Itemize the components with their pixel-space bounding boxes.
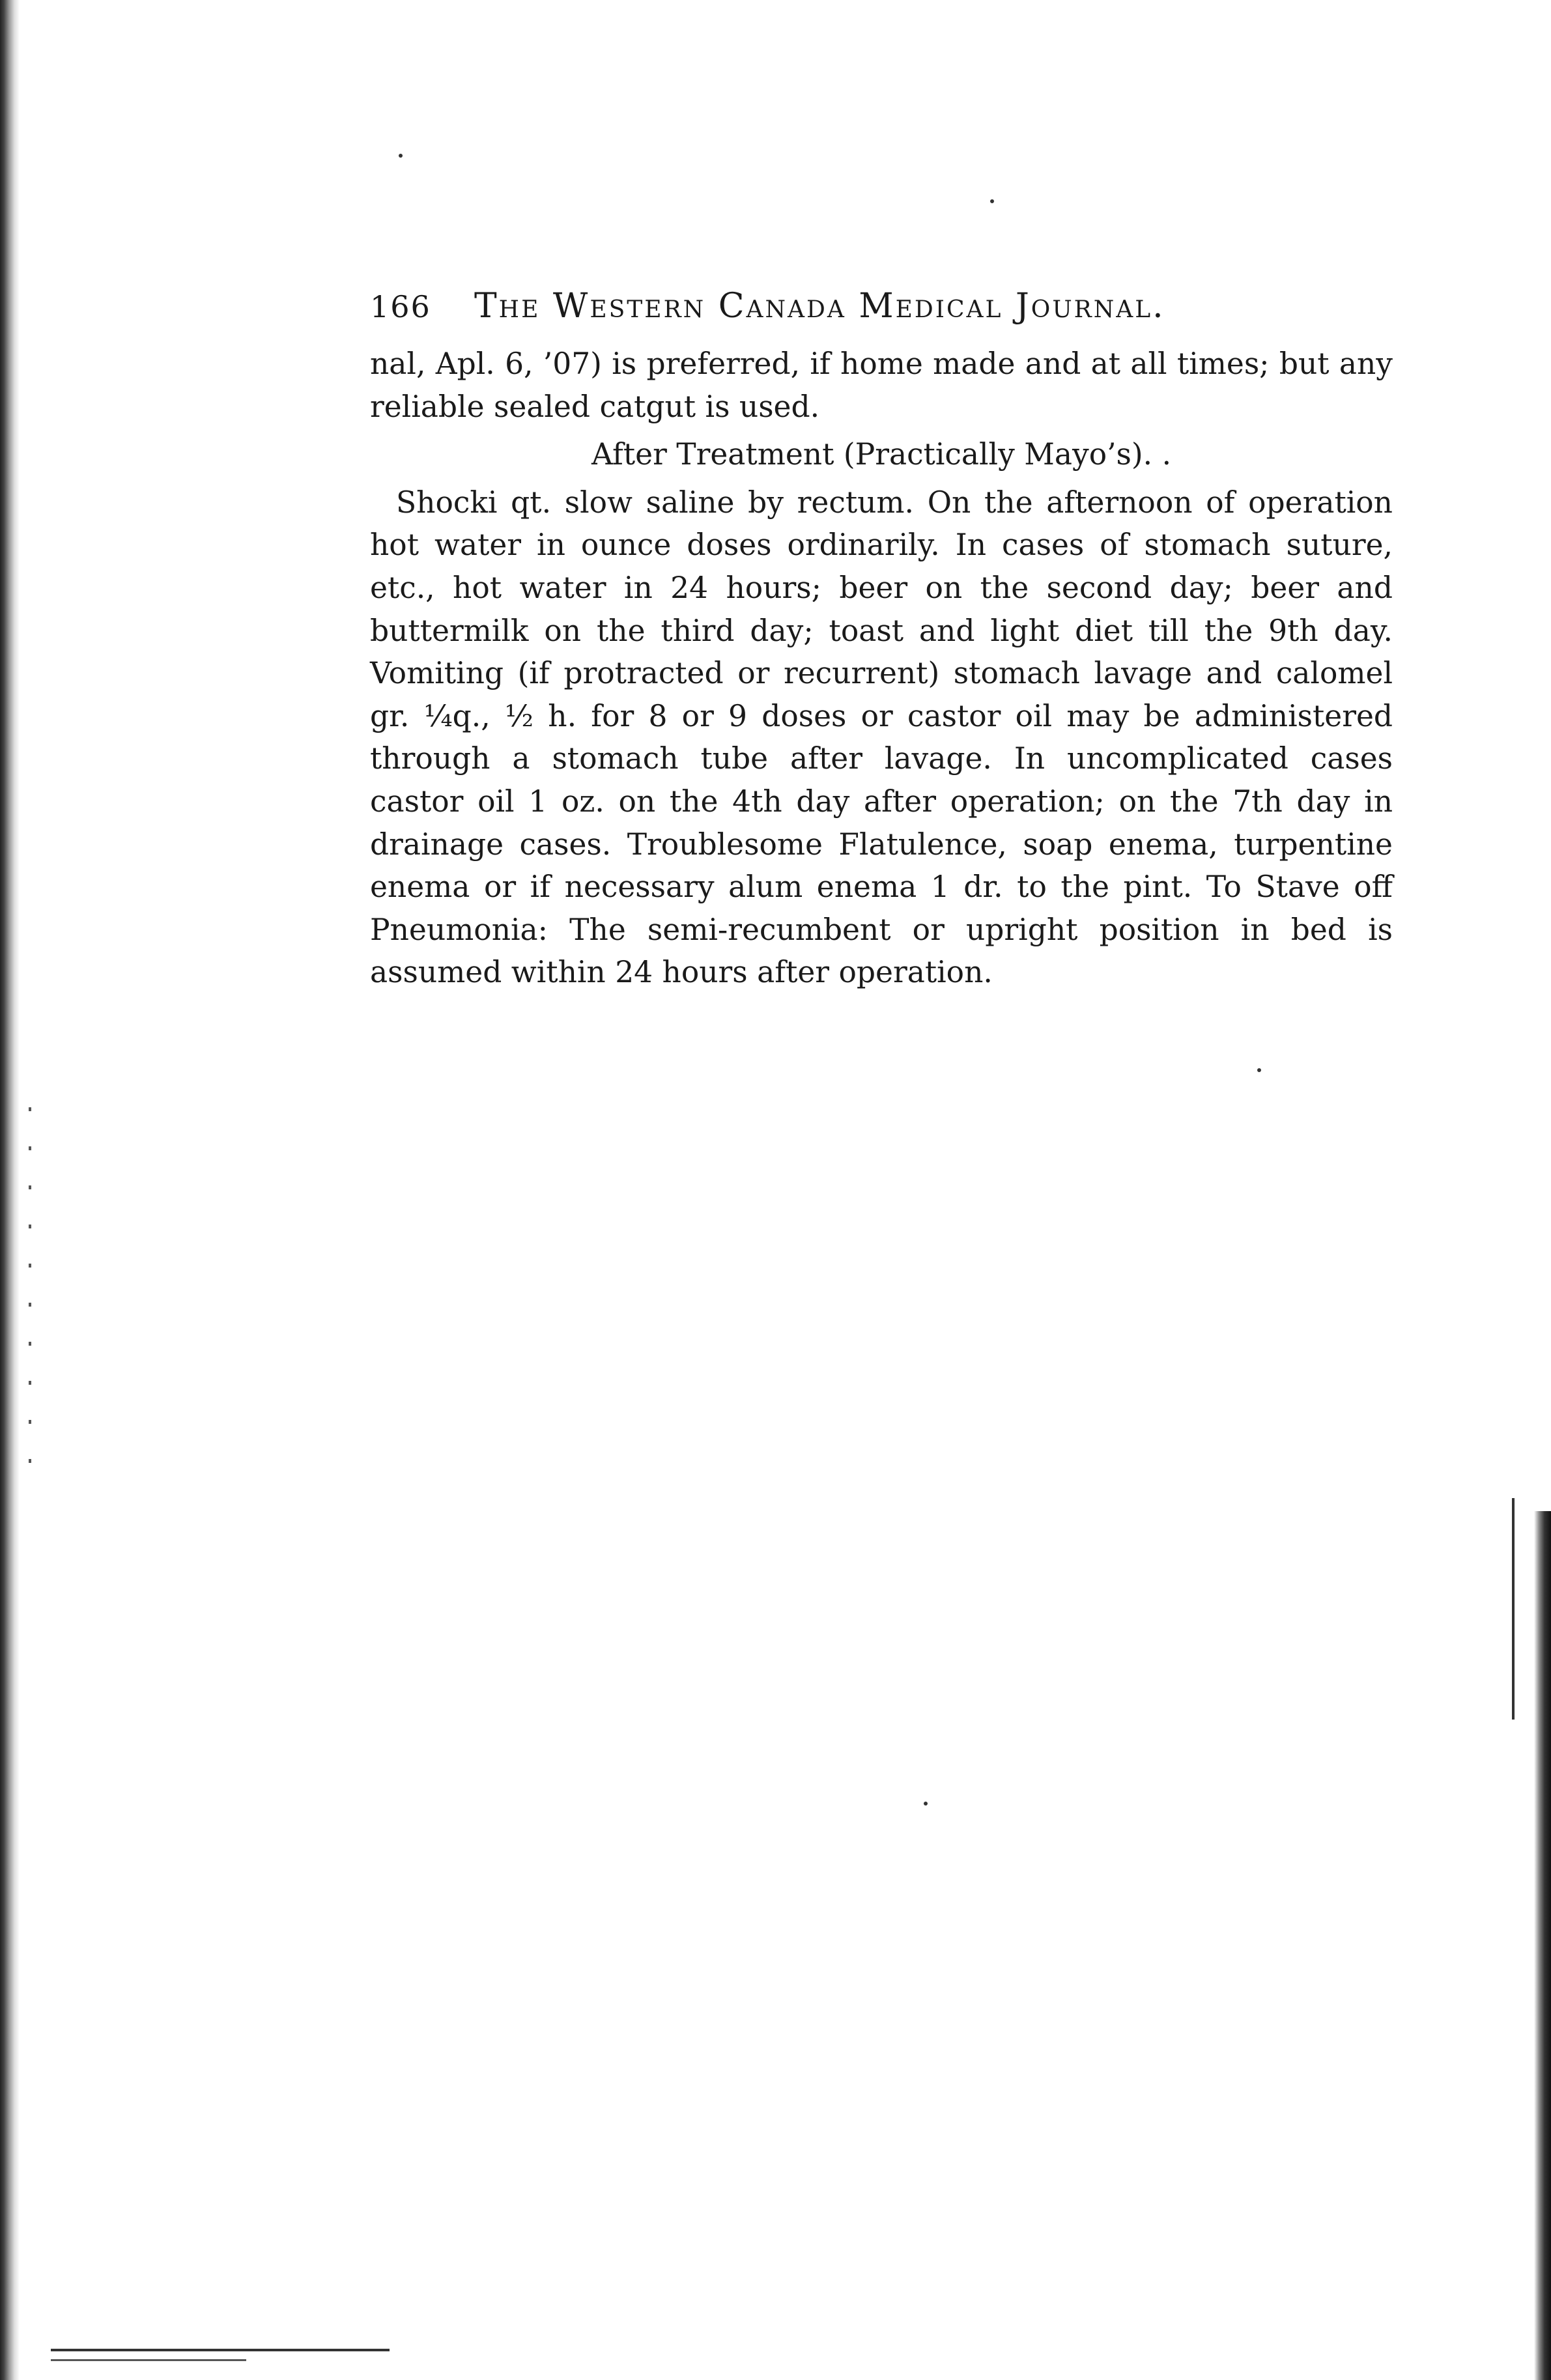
scan-left-dots (29, 1107, 31, 1485)
document-page (370, 287, 1393, 994)
scan-speck (990, 199, 994, 203)
scan-speck (924, 1802, 928, 1806)
section-heading: After Treatment (Practically Mayo’s). . (591, 437, 1172, 472)
paragraph-after-treatment: Shocki qt. slow saline by rectum. On the afternoon of operation hot water in ounce doses ordinarily. In cases of stomach suture, etc., hot water in 24 hours; beer on the second day; beer and buttermilk on the third day; toast and light diet till the 9th day. Vomiting (if protracted or recurrent) stomach lavage and calomel gr. ¼q., ½ h. for 8 or 9 doses or castor oil may be administered through a stomach tube after lavage. In uncomplicated cases castor oil 1 oz. on the 4th day after operation; on the 7th day in drainage cases. Troublesome Flatulence, soap enema, turpentine enema or if necessary alum enema 1 dr. to the pint. To Stave off Pneumonia: The semi-recumbent or upright position in bed is assumed within 24 hours after operation. (370, 485, 1393, 990)
body-text (370, 343, 1393, 994)
scan-speck (399, 154, 403, 158)
scan-right-edge (1534, 1511, 1551, 2380)
scan-speck (1257, 1068, 1261, 1072)
scan-left-edge (0, 0, 20, 2380)
journal-title: The Western Canada Medical Journal. (474, 287, 1165, 326)
scan-bottom-rule (51, 2349, 390, 2351)
page-number: 166 (370, 289, 431, 324)
scan-bottom-rule-secondary (51, 2359, 246, 2361)
running-head (370, 287, 1393, 339)
paragraph-continuation: nal, Apl. 6, ’07) is preferred, if home made and at all times; but any reliable sealed catgut is used. (370, 347, 1393, 424)
scan-right-line (1512, 1498, 1515, 1720)
